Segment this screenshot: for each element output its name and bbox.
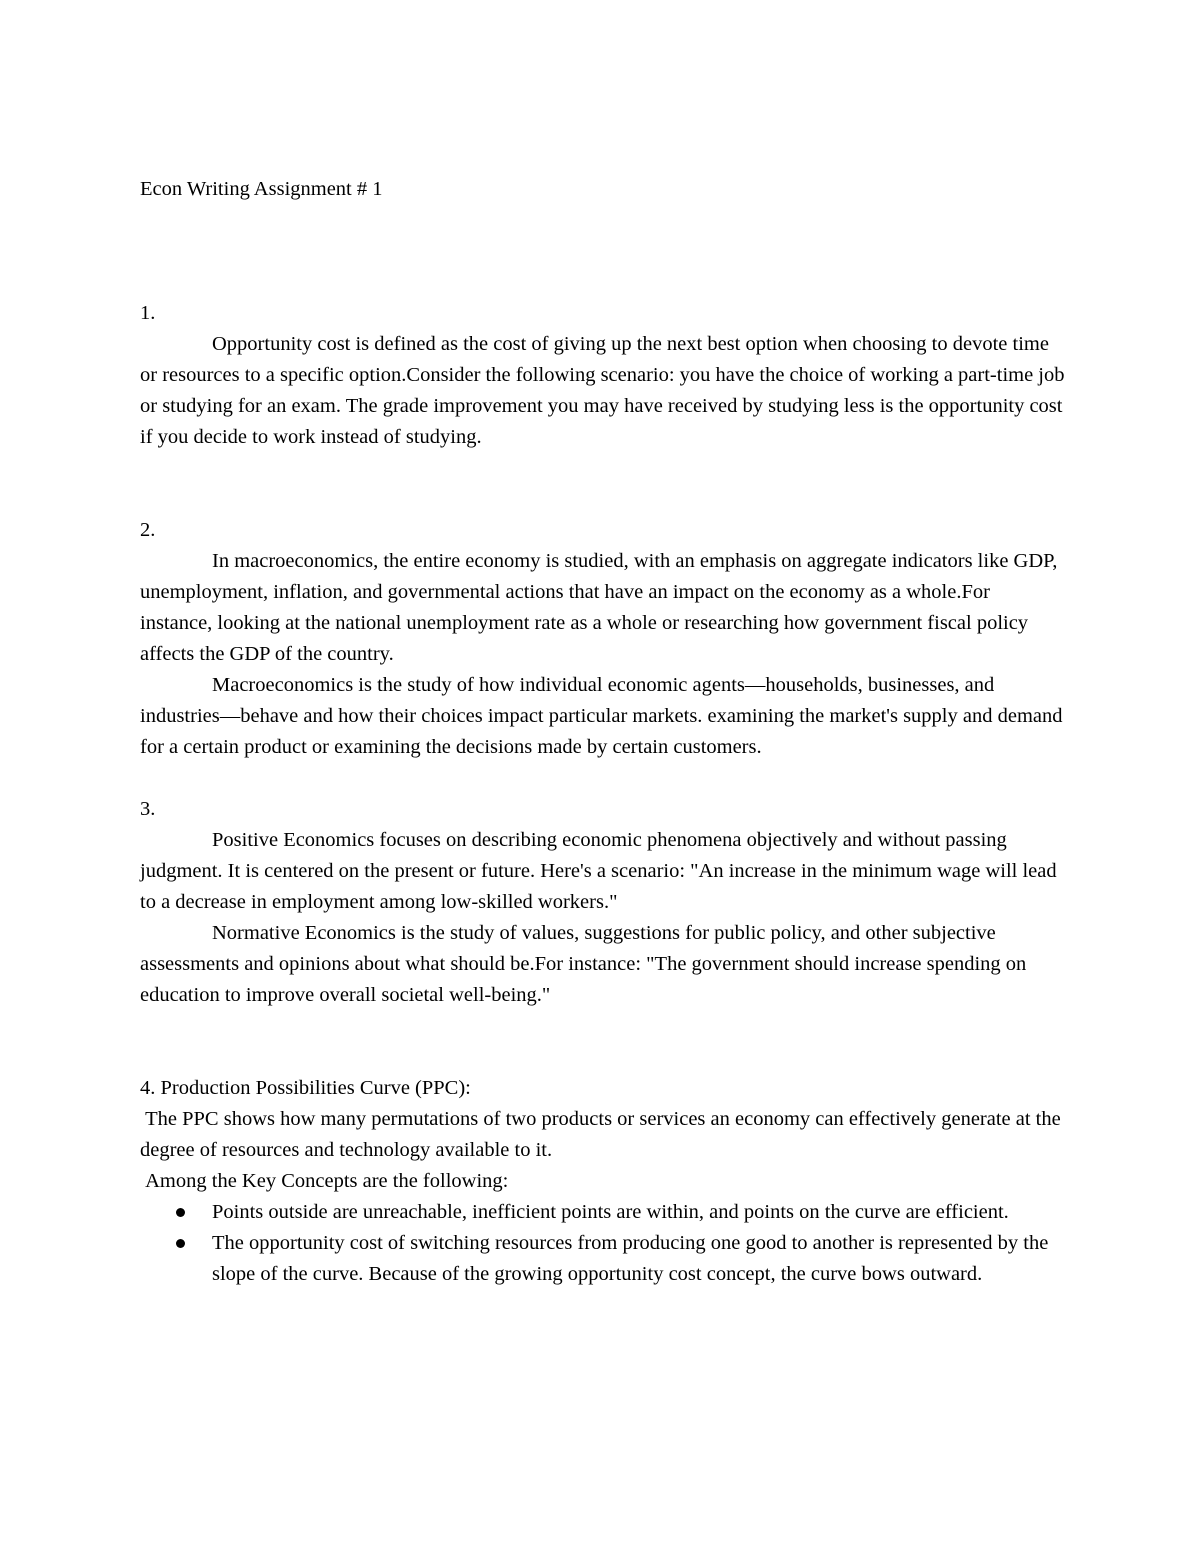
section-2-paragraph-1: In macroeconomics, the entire economy is studied, with an emphasis on aggregate indicators like GDP, unemployment, inflation, and governmental actions that have an impact on the economy as a whole.For instance, looking at the national unemployment rate as a whole or researching how government fiscal policy affects the GDP of the country. — [140, 550, 1058, 665]
section-2 — [140, 515, 1065, 763]
document-body — [140, 174, 1065, 1290]
bullet-icon — [176, 1239, 185, 1248]
section-2-number: 2. — [140, 519, 156, 541]
section-4-concepts-lead: Among the Key Concepts are the following: — [140, 1170, 509, 1192]
section-3-paragraph-2: Normative Economics is the study of values, suggestions for public policy, and other subjective assessments and opinions about what should be.For instance: "The government should increase spending on education to improve overall societal well-being." — [140, 922, 1027, 1006]
key-concepts-list — [140, 1197, 1065, 1290]
document-title: Econ Writing Assignment # 1 — [140, 178, 383, 200]
spacer — [140, 1011, 1065, 1073]
section-3-number: 3. — [140, 798, 156, 820]
list-item-text: The opportunity cost of switching resources from producing one good to another is represented by the slope of the curve. Because of the growing opportunity cost concept, the curve bows outward. — [212, 1232, 1049, 1285]
section-1-number: 1. — [140, 302, 156, 324]
spacer — [140, 453, 1065, 515]
section-3-paragraph-1: Positive Economics focuses on describing economic phenomena objectively and without passing judgment. It is centered on the present or future. Here's a scenario: "An increase in the minimum wage will lead to a decrease in employment among low-skilled workers." — [140, 829, 1057, 913]
section-4-intro: The PPC shows how many permutations of two products or services an economy can effectively generate at the degree of resources and technology available to it. — [140, 1108, 1066, 1161]
spacer — [140, 763, 1065, 794]
section-4 — [140, 1073, 1065, 1290]
bullet-icon — [176, 1208, 185, 1217]
section-1-paragraph: Opportunity cost is defined as the cost of giving up the next best option when choosing to devote time or resources to a specific option.Consider the following scenario: you have the choice of working a part-time job or studying for an exam. The grade improvement you may have received by studying less is the opportunity cost if you decide to work instead of studying. — [140, 333, 1065, 448]
list-item — [140, 1197, 1065, 1228]
section-1 — [140, 298, 1065, 453]
section-2-paragraph-2: Macroeconomics is the study of how individual economic agents—households, businesses, and industries—behave and how their choices impact particular markets. examining the market's supply and demand for a certain product or examining the decisions made by certain customers. — [140, 674, 1063, 758]
section-3 — [140, 794, 1065, 1011]
list-item-text: Points outside are unreachable, inefficient points are within, and points on the curve are efficient. — [212, 1201, 1009, 1223]
section-4-heading: 4. Production Possibilities Curve (PPC): — [140, 1077, 471, 1099]
list-item — [140, 1228, 1065, 1290]
